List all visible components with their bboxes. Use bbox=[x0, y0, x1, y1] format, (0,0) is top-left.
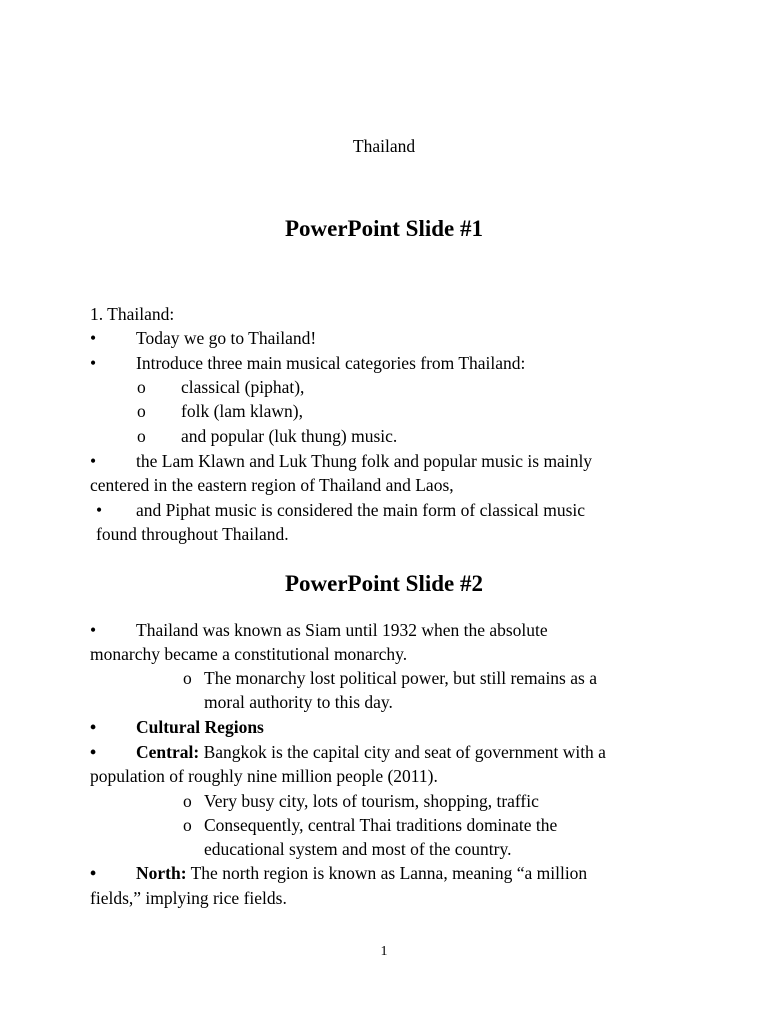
sub-bullet-icon: o bbox=[183, 668, 192, 688]
sub-item: The monarchy lost political power, but still remains as a bbox=[204, 668, 597, 688]
paragraph-line: centered in the eastern region of Thailand and Laos, bbox=[90, 475, 454, 495]
bullet-text: Today we go to Thailand! bbox=[136, 328, 317, 348]
bullet-icon: • bbox=[90, 451, 97, 471]
paragraph-line: and Piphat music is considered the main form of classical music bbox=[136, 500, 586, 520]
sub-bullet-icon: o bbox=[137, 426, 146, 446]
slide-2-heading: PowerPoint Slide #2 bbox=[284, 571, 484, 596]
page-number: 1 bbox=[380, 944, 388, 959]
sub-item: moral authority to this day. bbox=[204, 692, 393, 712]
sub-bullet-icon: o bbox=[183, 791, 192, 811]
bullet-icon: • bbox=[90, 328, 97, 348]
sub-bullet-icon: o bbox=[137, 401, 146, 421]
slide-1-heading: PowerPoint Slide #1 bbox=[284, 216, 484, 241]
section-label: 1. Thailand: bbox=[90, 304, 175, 324]
cultural-regions-heading: Cultural Regions bbox=[136, 717, 264, 737]
bullet-icon: • bbox=[90, 742, 97, 762]
paragraph-line: population of roughly nine million people (2011). bbox=[90, 766, 438, 786]
sub-item: classical (piphat), bbox=[181, 377, 305, 397]
bullet-icon: • bbox=[90, 353, 97, 373]
paragraph-line: the Lam Klawn and Luk Thung folk and popular music is mainly bbox=[136, 451, 593, 471]
central-line bbox=[136, 740, 606, 764]
central-text: Bangkok is the capital city and seat of government with a bbox=[199, 742, 606, 762]
paragraph-line: monarchy became a constitutional monarchy. bbox=[90, 644, 408, 664]
sub-item: Consequently, central Thai traditions dominate the bbox=[204, 815, 558, 835]
bullet-icon: • bbox=[90, 620, 97, 640]
bullet-text: Introduce three main musical categories from Thailand: bbox=[136, 353, 526, 373]
central-label: Central: bbox=[136, 742, 200, 762]
sub-item: and popular (luk thung) music. bbox=[181, 426, 398, 446]
sub-item: folk (lam klawn), bbox=[181, 401, 303, 421]
sub-item: Very busy city, lots of tourism, shopping, traffic bbox=[204, 791, 539, 811]
sub-item: educational system and most of the country. bbox=[204, 839, 512, 859]
north-line bbox=[136, 861, 587, 885]
sub-bullet-icon: o bbox=[183, 815, 192, 835]
bullet-icon: • bbox=[96, 500, 103, 520]
paragraph-line: fields,” implying rice fields. bbox=[90, 888, 287, 908]
north-label: North: bbox=[136, 863, 187, 883]
bullet-icon: • bbox=[90, 863, 97, 883]
bullet-icon: • bbox=[90, 717, 97, 737]
sub-bullet-icon: o bbox=[137, 377, 146, 397]
north-text: The north region is known as Lanna, meaning “a million bbox=[186, 863, 588, 883]
document-title: Thailand bbox=[352, 136, 416, 156]
paragraph-line: Thailand was known as Siam until 1932 when the absolute bbox=[136, 620, 548, 640]
paragraph-line: found throughout Thailand. bbox=[96, 524, 289, 544]
